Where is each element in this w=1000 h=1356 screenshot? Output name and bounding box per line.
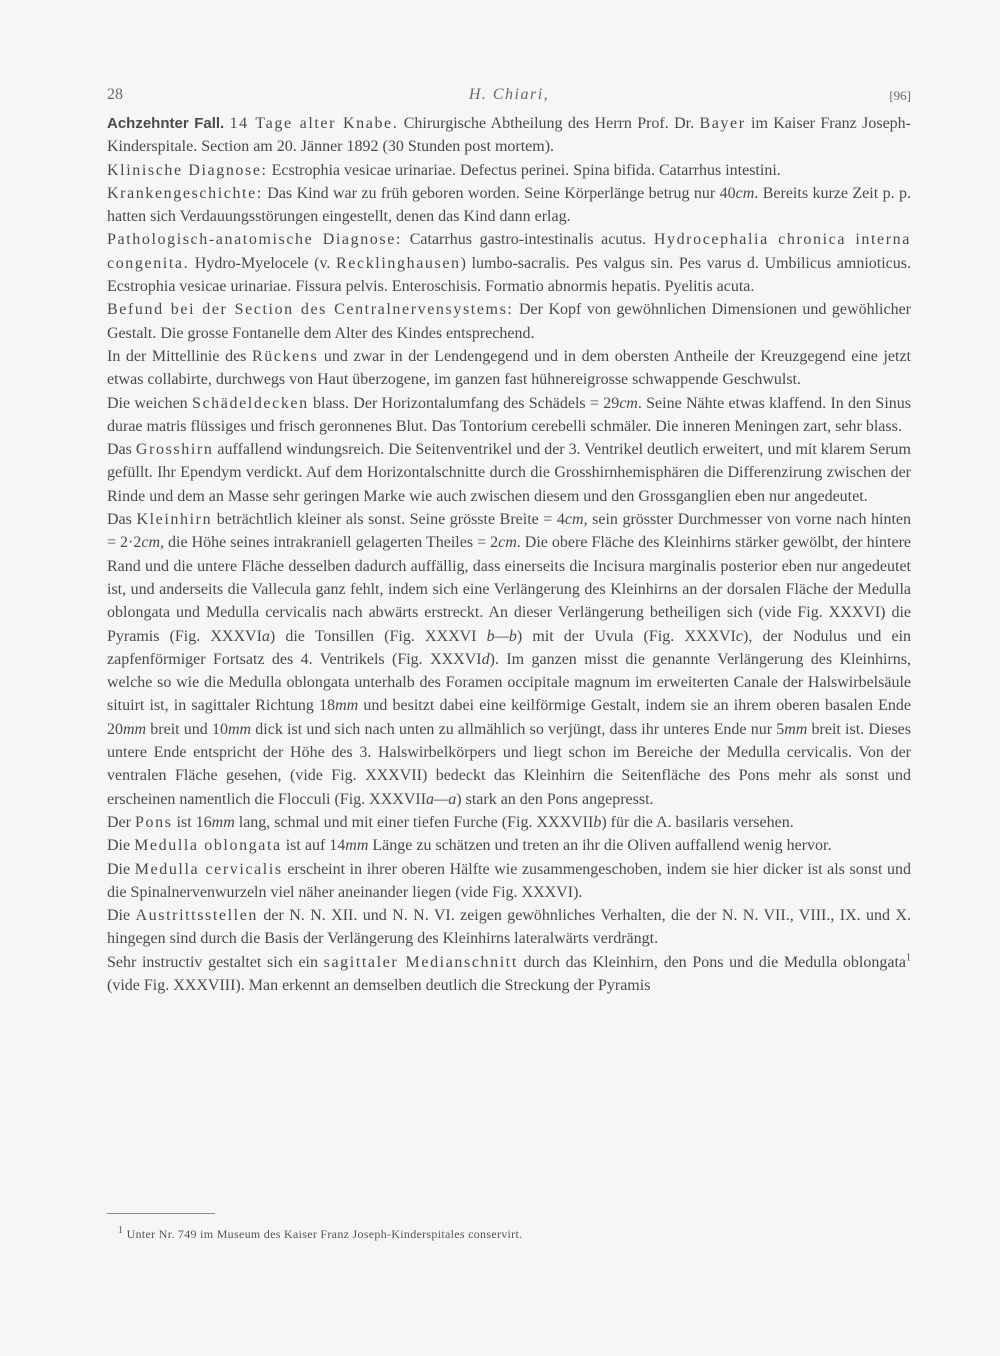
paragraph-pathology-diagnosis: Pathologisch-anatomische Diagnose: Catarrhus gastro-intestinalis acutus. Hydrocephalia chronica interna congenita. Hydro-Myelocele (v. Recklinghausen) lumbo-sacralis. Pes valgus sin. Pes varus d. Umbilicus amnioticus. Ecstrophia vesicae urinariae. Fissura pelvis. Enteroschisis. Formatio abnormis hepatis. Pyelitis acuta. (107, 231, 911, 296)
running-header (107, 86, 911, 112)
running-head-title: H. Chiari, (468, 86, 550, 103)
paragraph-clinical-diagnosis: Klinische Diagnose: Ecstrophia vesicae urinariae. Defectus perinei. Spina bifida. Catarrhus intestini. (107, 161, 781, 179)
paragraph-cerebellum: Das Kleinhirn beträchtlich kleiner als sonst. Seine grösste Breite = 4cm, sein grösster Durchmesser von vorne nach hinten = 2·2cm, die Höhe seines intrakraniell gelagerten Theiles = 2cm. Die obere Fläche des Kleinhirns stärker gewölbt, der hintere Rand und die untere Fläche desselben dadurch auffällig, dass einerseits die Incisura marginalis posterior eben nur angedeutet ist, und anderseits die Vallecula ganz fehlt, indem sich eine Verlängerung des Kleinhirns an der dorsalen Fläche der Medulla oblongata und Medulla cervicalis nach abwärts erstreckt. An dieser Verlängerung betheiligen sich (vide Fig. XXXVI) die Pyramis (Fig. XXXVIa) die Tonsillen (Fig. XXXVI b—b) mit der Uvula (Fig. XXXVIc), der Nodulus und ein zapfenförmiger Fortsatz des 4. Ventrikels (Fig. XXXVId). Im ganzen misst die genannte Verlängerung des Kleinhirns, welche so wie die Medulla oblongata unterhalb des Foramen occipitale magnum im erweiterten Canale der Halswirbelsäule situirt ist, in sagittaler Richtung 18mm und besitzt dabei eine keilförmige Gestalt, indem sie an ihrem oberen basalen Ende 20mm breit und 10mm dick ist und sich nach unten zu allmählich so verjüngt, dass ihr unteres Ende nur 5mm breit ist. Dieses untere Ende entspricht der Höhe des 3. Halswirbelkörpers und liegt schon im Bereiche der Medulla cervicalis. Von der ventralen Fläche gesehen, (vide Fig. XXXVII) bedeckt das Kleinhirn die Seitenfläche des Pons mehr als sonst und erscheinen namentlich die Flocculi (Fig. XXXVIIa—a) stark an den Pons angepresst. (107, 511, 912, 808)
case-title: Achzehnter Fall. (107, 115, 225, 132)
paragraph-scalp: Die weichen Schädeldecken blass. Der Horizontalumfang des Schädels = 29cm. Seine Nähte etwas klaffend. In den Sinus durae matris flüssiges und frisch geronnenes Blut. Das Tontorium cerebelli schmäler. Die inneren Meningen zart, sehr blass. (107, 394, 912, 435)
footnote-marker: 1 (118, 1225, 124, 1236)
original-page-number: [96] (889, 88, 911, 103)
footnote (118, 1227, 522, 1242)
paragraph-pons: Der Pons ist 16mm lang, schmal und mit einer tiefen Furche (Fig. XXXVIIb) für die A. basilaris versehen. (107, 813, 794, 831)
paragraph-cerebrum: Das Grosshirn auffallend windungsreich. Die Seitenventrikel und der 3. Ventrikel deutlich erweitert, und mit klarem Serum gefüllt. Ihr Ependym verdickt. Auf dem Horizontalschnitte durch die Grosshirnhemisphären die Differenzirung zwischen der Rinde und dem an Masse sehr geringen Marke wie auch zwischen diesem und den Grossganglien eben nur angedeutet. (107, 441, 912, 505)
paragraph-back: In der Mittellinie des Rückens und zwar in der Lendengegend und in dem obersten Antheile der Kreuzgegend eine jetzt etwas collabirte, durchwegs von Haut überzogene, im ganzen fast hühnereigrosse schwappende Geschwulst. (107, 347, 912, 389)
paragraph-nerve-exits: Die Austrittsstellen der N. N. XII. und N. N. VI. zeigen gewöhnliches Verhalten, die der N. N. VII., VIII., IX. und X. hingegen sind durch die Basis der Verlängerung des Kleinhirns lateralwärts verdrängt. (107, 907, 912, 948)
paragraph-medulla-oblongata: Die Medulla oblongata ist auf 14mm Länge zu schätzen und treten an ihr die Oliven auffallend wenig hervor. (107, 837, 832, 855)
page-number: 28 (107, 86, 123, 103)
paragraph-median-section: Sehr instructiv gestaltet sich ein sagittaler Medianschnitt durch das Kleinhirn, den Pons und die Medulla oblongata$^1$ (vide Fig. XXXVIII). Man erkennt an demselben deutlich die Streckung der Pyramis (107, 952, 911, 994)
footnote-text: Unter Nr. 749 im Museum des Kaiser Franz Joseph-Kinderspitales conservirt. (123, 1227, 523, 1241)
paragraph-medulla-cervicalis: Die Medulla cervicalis erscheint in ihrer oberen Hälfte wie zusammengeschoben, indem sie hier dicker ist als sonst und die Spinalnervenwurzeln viel näher aneinander liegen (vide Fig. XXXVI). (107, 860, 911, 901)
paragraph-history: Krankengeschichte: Das Kind war zu früh geboren worden. Seine Körperlänge betrug nur 40cm. Bereits kurze Zeit p. p. hatten sich Verdauungsstörungen eingestellt, denen das Kind dann erlag. (107, 184, 911, 226)
paragraph-case-intro: Achzehnter Fall. 14 Tage alter Knabe. Chirurgische Abtheilung des Herrn Prof. Dr. Bayer im Kaiser Franz Joseph-Kinderspitale. Section am 20. Jänner 1892 (30 Stunden post mortem). (107, 115, 912, 156)
page (107, 86, 911, 997)
footnote-rule (107, 1213, 215, 1214)
article-body (107, 112, 911, 997)
paragraph-cns-findings: Befund bei der Section des Centralnervensystems: Der Kopf von gewöhnlichen Dimensionen und gewöhlicher Gestalt. Die grosse Fontanelle dem Alter des Kindes entsprechend. (107, 301, 912, 342)
footnote-reference: 1 (906, 952, 911, 964)
